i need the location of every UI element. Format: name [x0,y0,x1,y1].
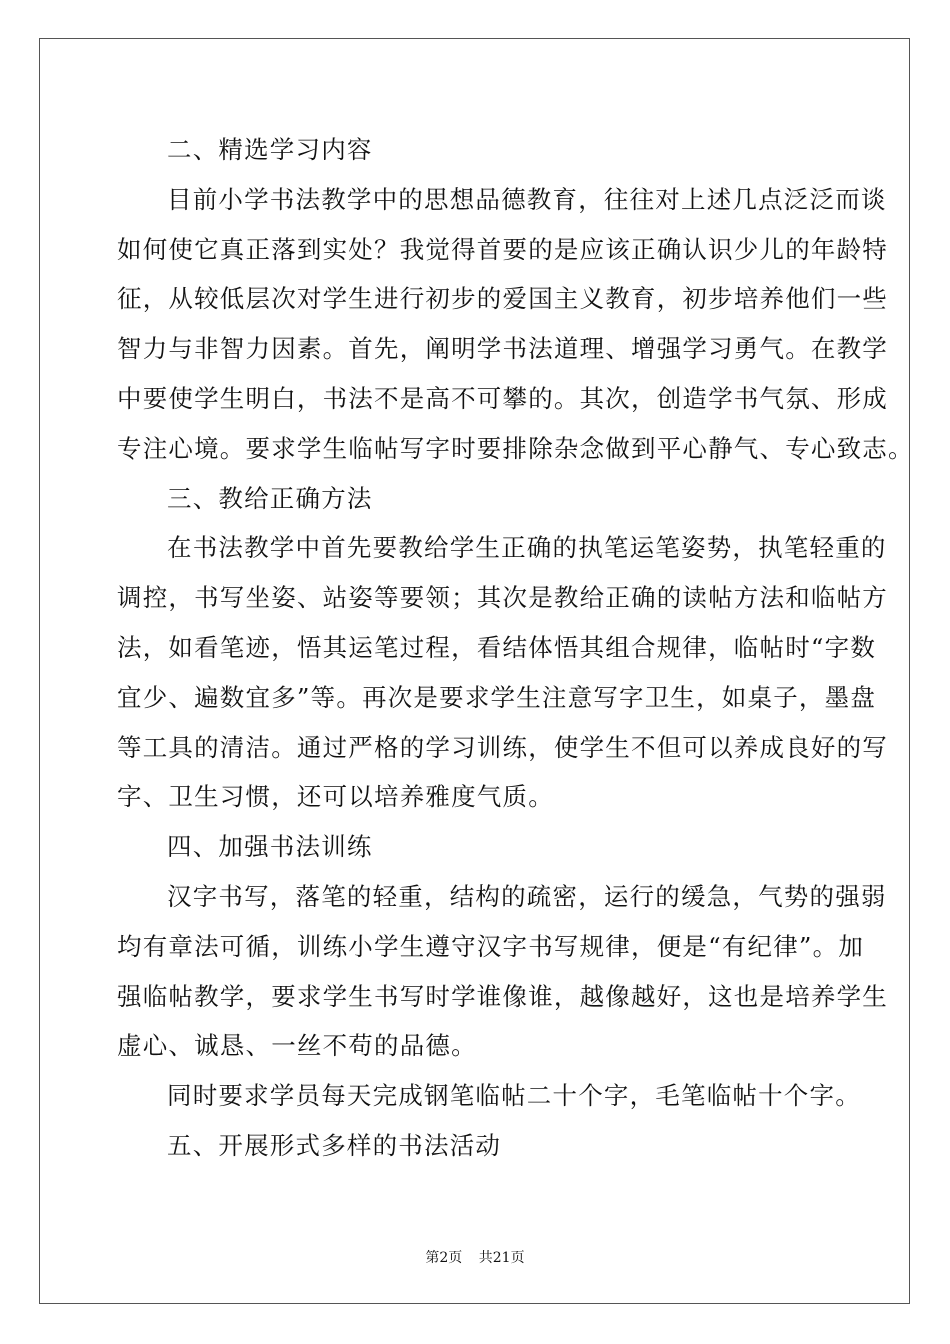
text-line: 等工具的清洁。通过严格的学习训练，使学生不但可以养成良好的写 [117,732,888,762]
text-line: 调控，书写坐姿、站姿等要领；其次是教给正确的读帖方法和临帖方 [117,583,888,613]
text-line: 智力与非智力因素。首先，阐明学书法道理、增强学习勇气。在教学 [117,334,888,364]
text-line: 强临帖教学，要求学生书写时学谁像谁，越像越好，这也是培养学生 [117,981,888,1011]
text-line: 四、加强书法训练 [167,832,373,862]
text-line: 如何使它真正落到实处？我觉得首要的是应该正确认识少儿的年龄特 [117,234,888,264]
text-line: 同时要求学员每天完成钢笔临帖二十个字，毛笔临帖十个字。 [167,1081,861,1111]
text-line: 虚心、诚恳、一丝不苟的品德。 [117,1031,477,1061]
text-line: 二、精选学习内容 [167,135,373,164]
text-line: 均有章法可循，训练小学生遵守汉字书写规律，便是“有纪律”。加 [117,931,865,961]
document-body [117,125,914,1171]
text-line: 字、卫生习惯，还可以培养雅度气质。 [117,782,554,812]
text-line: 五、开展形式多样的书法活动 [167,1130,502,1160]
page-number: 第2页 [425,1250,463,1266]
total-pages: 共21页 [478,1250,525,1266]
page-footer [0,1247,950,1267]
text-line: 专注心境。要求学生临帖写字时要排除杂念做到平心静气、专心致志。 [117,433,914,463]
text-line: 征，从较低层次对学生进行初步的爱国主义教育，初步培养他们一些 [117,284,888,314]
text-line: 宜少、遍数宜多”等。再次是要求学生注意写字卫生，如桌子，墨盘 [117,682,877,712]
text-line: 目前小学书法教学中的思想品德教育，往往对上述几点泛泛而谈 [167,184,887,214]
text-line: 汉字书写，落笔的轻重，结构的疏密，运行的缓急，气势的强弱 [167,881,887,911]
text-line: 中要使学生明白，书法不是高不可攀的。其次，创造学书气氛、形成 [117,383,888,413]
text-line: 法，如看笔迹，悟其运笔过程，看结体悟其组合规律，临帖时“字数 [117,632,877,662]
text-line: 三、教给正确方法 [167,483,373,513]
text-line: 在书法教学中首先要教给学生正确的执笔运笔姿势，执笔轻重的 [167,533,887,563]
